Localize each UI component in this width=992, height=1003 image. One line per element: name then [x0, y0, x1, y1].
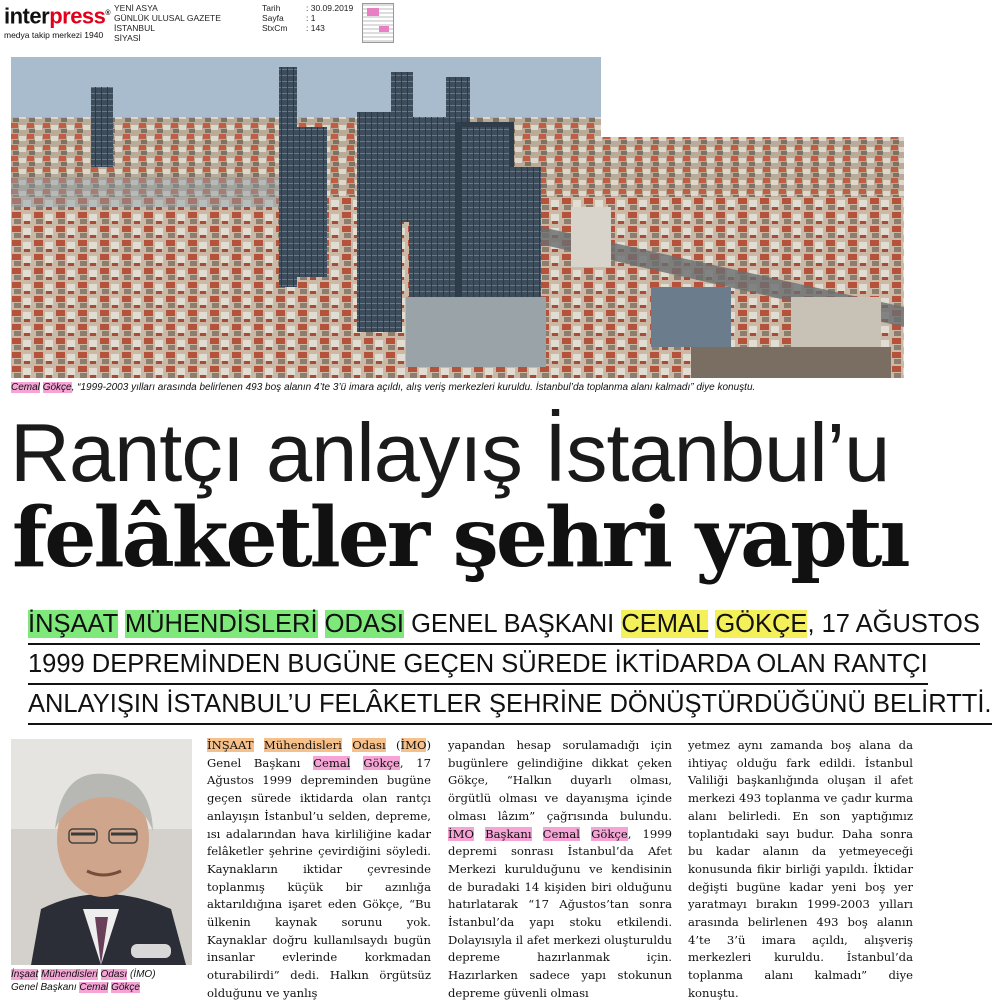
deck-highlight: ODASI [324, 610, 404, 638]
cemal-gokce-portrait [11, 739, 192, 965]
body-highlight: İNŞAAT [207, 738, 254, 752]
meta-key: StxCm [262, 23, 288, 33]
registered-mark: ® [105, 10, 111, 17]
brand-wordmark [4, 3, 111, 29]
meta-row-page [262, 13, 353, 23]
caption-name-highlight: Gökçe [42, 382, 72, 393]
deck-line-2: 1999 DEPREMİNDEN BUGÜNE GEÇEN SÜREDE İKTİDARDA OLAN RANTÇI [28, 645, 928, 685]
deck-line-1 [28, 605, 980, 645]
meta-key: Tarih [262, 3, 281, 13]
caption-highlight: Odası [100, 969, 128, 980]
caption-highlight: Mühendisleri [41, 969, 98, 980]
body-text: , 1999 depremi sonrası İstanbul’da Afet Merkezi kurulduğunu ve kendisinin de buradaki 14 kişiden biri olduğunu hatırlatarak “17 Ağustos’tan sonra İstanbul’da yapı stoku etkilendi. Dolayısıyla il afet merkezi oluşturuldu depreme hazırlanmak için. Hazırlarken sadece yapı stokunun depreme güvenli olması [448, 826, 673, 1000]
article-deck [28, 605, 992, 725]
portrait-caption [11, 968, 196, 994]
body-text: ) Genel Başkanı [207, 738, 432, 770]
photo-caption [11, 382, 911, 393]
meta-value: : 30.09.2019 [306, 3, 354, 13]
body-text: ( [385, 738, 401, 752]
publication-city: İSTANBUL [114, 23, 155, 33]
thumbnail-highlight [379, 26, 389, 32]
publication-name: YENİ ASYA [114, 3, 158, 13]
body-paragraph [448, 737, 672, 1003]
publication-type: GÜNLÜK ULUSAL GAZETE [114, 13, 221, 23]
deck-highlight: İNŞAAT [28, 610, 118, 638]
meta-value: : 1 [306, 13, 316, 23]
deck-highlight: GÖKÇE [715, 610, 808, 638]
publication-info [114, 3, 221, 43]
headline-line-2: felâketler şehri yaptı [12, 490, 908, 586]
body-column-3 [688, 737, 913, 1003]
meta-row-date [262, 3, 353, 13]
body-paragraph [207, 737, 431, 1003]
meta-key: Sayfa [262, 13, 284, 23]
interpress-logo [4, 3, 111, 41]
deck-text: GENEL BAŞKANI [404, 610, 622, 638]
body-paragraph: yetmez aynı zamanda boş alana da ihtiyaç olduğu fark edildi. İstanbul Valiliği başkanlığında oluşan il afet merkezi 493 toplanma ve çadır kurma alanı belirledi. En son yaptığımız toplantıdaki sayı budur. Daha sonra bu kadar alanın da yetmeyeceği konusunda fikir birliği yapıldı. İktidar değişti bugüne kadar yeni boş yer yaratmayı bırakın 1999-2003 yılları arasında belirlenen 493 boş alanın 4’te 3’ü imara açıldı, alışveriş merkezleri kuruldu. İstanbul’da toplanma alanı kalmadı” diye konuştu. [688, 738, 913, 1000]
body-highlight: Odası [352, 738, 386, 752]
caption-name-highlight: Cemal [11, 382, 40, 393]
caption-text: , “1999-2003 yılları arasında belirlenen 493 boş alanın 4’te 3’ü imara açıldı, alış veriş merkezleri kuruldu. İstanbul’da toplanma alanı kalmadı” diye konuştu. [71, 382, 756, 393]
portrait-caption-line-1 [11, 968, 196, 981]
body-highlight: İMO [448, 826, 474, 841]
portrait-caption-line-2 [11, 981, 196, 994]
brand-inter: inter [4, 3, 50, 29]
deck-text: , 17 AĞUSTOS [807, 610, 980, 638]
body-highlight: Gökçe [591, 826, 628, 841]
thumbnail-highlight [367, 8, 379, 16]
page-thumbnail[interactable] [362, 3, 394, 43]
caption-highlight: İnşaat [11, 969, 39, 980]
caption-highlight: Cemal [79, 982, 109, 993]
body-text: , 17 Ağustos 1999 depreminden bugüne geçen sürede iktidarda olan rantçı anlayışın İstanbul’u selden, depreme, ısı adalarından hava kirliliğine kadar felâketler şehrine çevirdiğini söyledi. Kaynakların iktidar çevresinde toplanmış küçük bir azınlığa aktarıldığına işaret eden Gökçe, “Bu ülkenin kaynak sorunu yok. Kaynaklar doğru kullanılsaydı bugün insanlar evlerinde korkmadan oturabilirdi” dedi. Halkın örgütsüz olduğunu ve yanlış [207, 755, 431, 1000]
headline-line-1: Rantçı anlayış İstanbul’u [10, 406, 890, 499]
meta-row-size [262, 23, 353, 33]
body-highlight: Gökçe [363, 755, 400, 770]
deck-line-3: ANLAYIŞIN İSTANBUL’U FELÂKETLER ŞEHRİNE DÖNÜŞTÜRDÜĞÜNÜ BELİRTTİ. [28, 685, 992, 725]
caption-text: Genel Başkanı [11, 982, 80, 993]
body-highlight: Mühendisleri [263, 738, 342, 752]
istanbul-skyline-photo [11, 57, 904, 378]
caption-highlight: Gökçe [111, 982, 140, 993]
body-text: yapandan hesap sorulamadığı için bugünlere gelindiğine dikkat çeken Gökçe, “Halkın duyarlı olması, örgütlü olması ve dayanışma içinde olması lâzım” çağrısında bulundu. [448, 738, 672, 823]
body-highlight: Cemal [313, 755, 351, 770]
deck-highlight: MÜHENDİSLERİ [124, 610, 318, 638]
meta-value: : 143 [306, 23, 325, 33]
skyline-image [11, 57, 904, 378]
body-highlight: İMO [400, 738, 427, 752]
body-highlight: Cemal [542, 826, 581, 841]
portrait-image [11, 739, 192, 965]
brand-tagline: medya takip merkezi 1940 [4, 30, 104, 41]
publication-category: SİYASİ [114, 33, 141, 43]
clipping-meta [262, 3, 353, 33]
deck-highlight: CEMAL [621, 610, 709, 638]
caption-text: (İMO) [127, 969, 156, 980]
brand-press: press [49, 3, 106, 29]
body-column-2 [448, 737, 672, 1003]
body-column-1 [207, 737, 431, 1003]
body-highlight: Başkanı [485, 826, 532, 841]
